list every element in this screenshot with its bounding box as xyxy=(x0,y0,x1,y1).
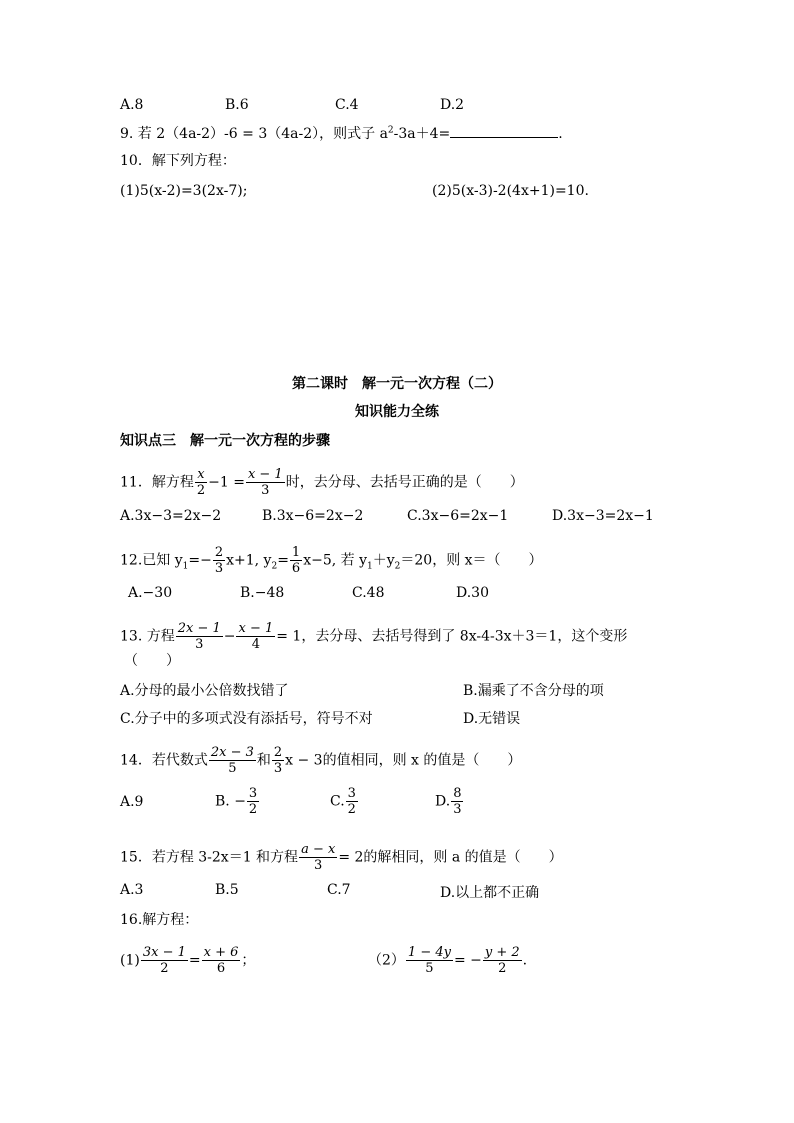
q16-p1-label: (1) xyxy=(120,952,140,969)
q14-text: 14．若代数式 xyxy=(120,752,208,769)
q12-option-b: B.−48 xyxy=(240,585,285,601)
q11-option-c: C.3x−6=2x−1 xyxy=(407,508,509,524)
q13-option-b: B.漏乘了不含分母的项 xyxy=(463,683,604,699)
q9-answer-blank[interactable] xyxy=(450,123,558,138)
question-16-part-1 xyxy=(120,945,255,976)
question-13 xyxy=(120,621,627,652)
q12-f1-denominator: 3 xyxy=(214,561,224,576)
q16-p1f2-numerator: x + 6 xyxy=(203,945,239,960)
question-14 xyxy=(120,745,521,776)
question-16-stem: 16.解方程： xyxy=(120,912,199,928)
q15-text: 15．若方程 3-2x＝1 和方程 xyxy=(120,849,299,866)
q14-oc-denominator: 2 xyxy=(347,802,356,817)
q16-p2-eq: = − xyxy=(453,952,482,969)
q13-paren: （ ） xyxy=(124,653,180,669)
q12-sub-2: 2 xyxy=(271,561,278,572)
q15-fraction xyxy=(299,842,337,873)
q16-p1f2-denominator: 6 xyxy=(216,961,226,976)
q14-option-b xyxy=(215,786,260,817)
q8-option-b: B.6 xyxy=(225,97,249,113)
q8-option-a: A.8 xyxy=(120,97,144,113)
q14-ob-denominator: 2 xyxy=(248,802,258,817)
q14-and: 和 xyxy=(256,752,271,769)
q11-f1-denominator: 2 xyxy=(196,483,206,498)
q14-text-post: x − 3的值相同，则 x 的值是（ ） xyxy=(285,752,522,769)
q14-f1-numerator: 2x − 3 xyxy=(210,745,254,760)
q12-eq-1: =− xyxy=(188,552,212,569)
section-title: 第二课时 解一元一次方程（二） xyxy=(292,376,502,392)
q14-option-a: A.9 xyxy=(120,794,144,810)
q12-f2-numerator: 1 xyxy=(291,545,301,560)
q16-p2-fraction-1 xyxy=(406,945,453,976)
q15-option-b: B.5 xyxy=(215,882,239,898)
q14-option-d-fraction xyxy=(451,786,463,817)
q13-minus: − xyxy=(223,628,236,645)
q9-end: . xyxy=(558,126,563,142)
q14-option-d-label: D. xyxy=(435,793,451,810)
q14-option-d xyxy=(435,786,464,817)
q12-option-c: C.48 xyxy=(352,585,385,601)
q16-p2f2-denominator: 2 xyxy=(498,961,507,976)
q16-p2-end: . xyxy=(522,952,528,969)
question-9 xyxy=(120,123,563,144)
q11-fraction-2 xyxy=(246,467,285,498)
q11-f2-numerator: x − 1 xyxy=(247,467,283,482)
q16-p1f1-denominator: 2 xyxy=(160,961,169,976)
q13-f1-numerator: 2x − 1 xyxy=(177,621,221,636)
q12-plus: ＋y xyxy=(372,552,395,569)
q15-numerator: a − x xyxy=(301,842,336,857)
q9-text-post: -3a＋4= xyxy=(393,126,451,142)
q11-option-d: D.3x−3=2x−1 xyxy=(552,508,654,524)
q15-text-post: = 2的解相同，则 a 的值是（ ） xyxy=(338,849,563,866)
q16-p2f1-denominator: 5 xyxy=(425,961,434,976)
q13-option-a: A.分母的最小公倍数找错了 xyxy=(120,683,289,699)
q16-p2f1-numerator: 1 − 4y xyxy=(407,945,451,960)
q13-f2-denominator: 4 xyxy=(251,637,260,652)
q13-text-post: = 1，去分母、去括号得到了 8x-4-3x＋3＝1，这个变形 xyxy=(276,628,628,645)
q14-ob-numerator: 3 xyxy=(248,786,258,801)
q9-exponent: 2 xyxy=(387,125,394,136)
q15-option-a: A.3 xyxy=(120,882,144,898)
q12-mid-2: x−5, 若 y xyxy=(303,552,367,569)
q16-p1-fraction-2 xyxy=(202,945,241,976)
section-subtitle: 知识能力全练 xyxy=(355,404,439,420)
q12-f2-denominator: 6 xyxy=(291,561,301,576)
q11-option-a: A.3x−3=2x−2 xyxy=(120,508,222,524)
q9-text: 9. 若 2（4a-2）-6 = 3（4a-2），则式子 a xyxy=(120,126,388,142)
q16-p1-fraction-1 xyxy=(141,945,188,976)
q8-option-c: C.4 xyxy=(335,97,359,113)
q13-option-d: D.无错误 xyxy=(463,711,521,727)
q14-f2-numerator: 2 xyxy=(273,745,283,760)
question-10-part-1: (1)5(x-2)=3(2x-7); xyxy=(120,183,248,199)
q14-option-b-label: B. − xyxy=(215,793,246,810)
q16-p2f2-numerator: y + 2 xyxy=(484,945,520,960)
q14-fraction-2 xyxy=(272,745,284,776)
q13-text: 13. 方程 xyxy=(120,628,175,645)
q13-fraction-1 xyxy=(176,621,223,652)
q12-sub-3: 1 xyxy=(367,561,373,572)
q14-od-denominator: 3 xyxy=(453,802,462,817)
q14-oc-numerator: 3 xyxy=(347,786,356,801)
question-11 xyxy=(120,467,524,498)
question-10-stem: 10．解下列方程： xyxy=(120,153,236,169)
q12-text: 12.已知 y xyxy=(120,552,183,569)
question-10-part-2: (2)5(x-3)-2(4x+1)=10. xyxy=(432,183,589,199)
q13-option-c: C.分子中的多项式没有添括号，符号不对 xyxy=(120,711,373,727)
q11-text: 11．解方程 xyxy=(120,474,194,491)
q11-mid: −1 = xyxy=(208,474,245,491)
q13-f2-numerator: x − 1 xyxy=(238,621,274,636)
question-12 xyxy=(120,545,543,576)
q14-option-c-fraction xyxy=(346,786,358,817)
q16-p1f1-numerator: 3x − 1 xyxy=(142,945,186,960)
q14-option-c xyxy=(330,786,359,817)
q16-p1-eq: = xyxy=(188,952,201,969)
knowledge-point-title: 知识点三 解一元一次方程的步骤 xyxy=(120,433,330,449)
question-15 xyxy=(120,842,563,873)
q11-option-b: B.3x−6=2x−2 xyxy=(262,508,364,524)
q13-fraction-2 xyxy=(236,621,275,652)
q12-f1-numerator: 2 xyxy=(214,545,224,560)
q16-p2-label: （2） xyxy=(368,952,405,969)
q12-fraction-2 xyxy=(290,545,302,576)
q15-denominator: 3 xyxy=(314,858,323,873)
q14-option-b-fraction xyxy=(247,786,259,817)
q12-option-d: D.30 xyxy=(456,585,489,601)
q12-text-post: ＝20，则 x＝（ ） xyxy=(400,552,543,569)
q14-od-numerator: 8 xyxy=(453,786,462,801)
q12-fraction-1 xyxy=(213,545,225,576)
q12-sub-4: 2 xyxy=(394,561,401,572)
q15-option-c: C.7 xyxy=(327,882,351,898)
q14-option-c-label: C. xyxy=(330,793,345,810)
q15-option-d: D.以上都不正确 xyxy=(440,885,540,901)
q11-text-post: 时，去分母、去括号正确的是（ ） xyxy=(285,474,524,491)
q16-p1-end: ； xyxy=(241,952,256,969)
q11-fraction-1 xyxy=(195,467,207,498)
q14-fraction-1 xyxy=(209,745,256,776)
q8-option-d: D.2 xyxy=(440,97,465,113)
question-16-part-2 xyxy=(368,945,527,976)
q14-f2-denominator: 3 xyxy=(273,761,283,776)
q12-sub-1: 1 xyxy=(182,561,189,572)
q16-p2-fraction-2 xyxy=(483,945,522,976)
q12-mid-1: x+1, y xyxy=(226,552,272,569)
q11-f1-numerator: x xyxy=(195,467,207,483)
q11-f2-denominator: 3 xyxy=(261,483,270,498)
q14-f1-denominator: 5 xyxy=(228,761,237,776)
q12-option-a: A.−30 xyxy=(128,585,173,601)
q12-eq-2: = xyxy=(277,552,289,569)
q13-f1-denominator: 3 xyxy=(195,637,204,652)
